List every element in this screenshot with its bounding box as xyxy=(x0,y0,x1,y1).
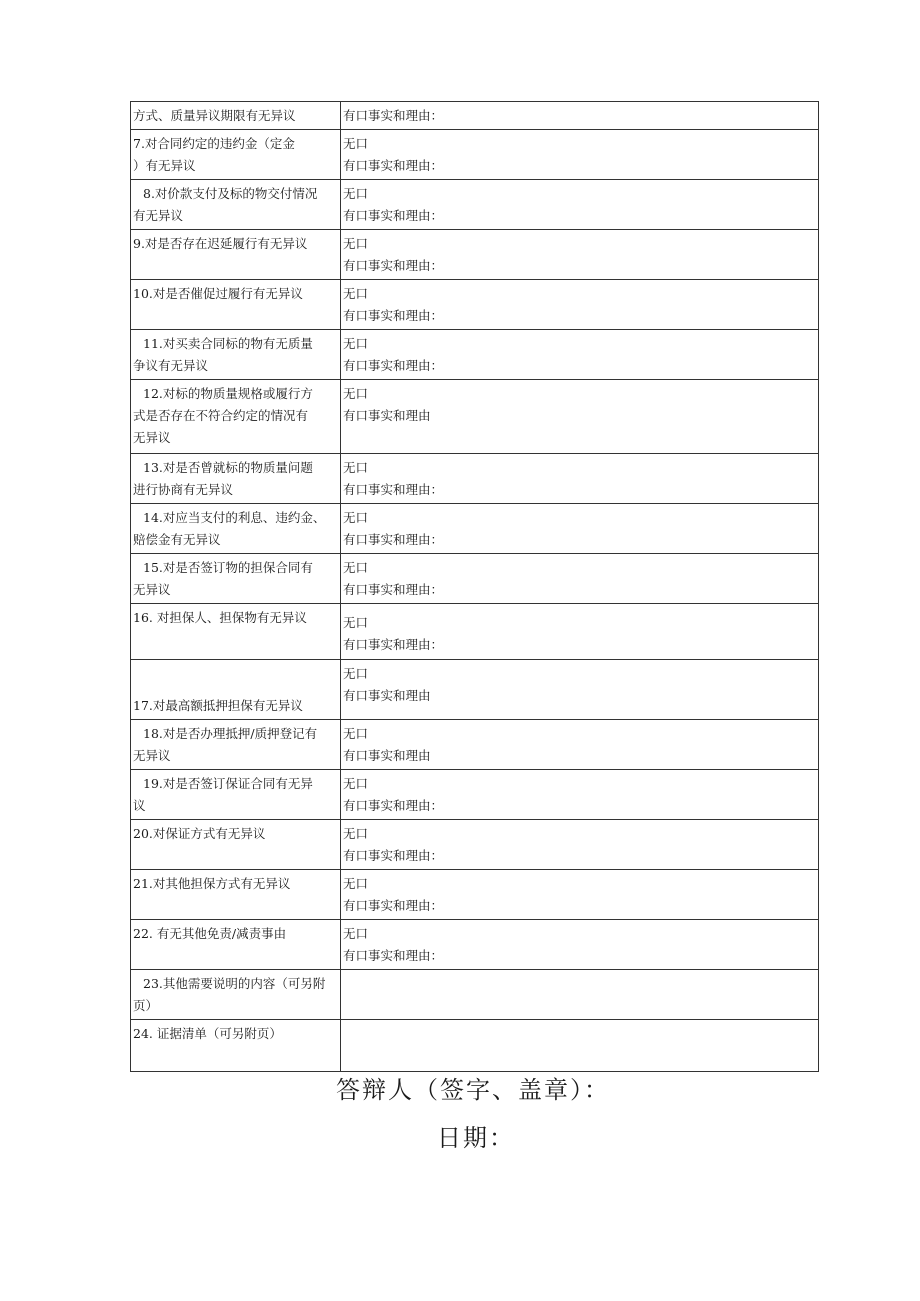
question-text: 无异议 xyxy=(133,582,171,597)
yes-reason-field[interactable]: 有口事实和理由 xyxy=(343,408,431,423)
answer-cell[interactable] xyxy=(341,820,819,870)
question-text: 18.对是否办理抵押/质押登记有 xyxy=(143,726,318,741)
question-text: 12.对标的物质量规格或履行方 xyxy=(143,386,313,401)
question-text: 8.对价款支付及标的物交付情况 xyxy=(143,186,318,201)
yes-reason-field[interactable]: 有口事实和理由： xyxy=(343,358,444,373)
question-text: 22. 有无其他免责/减责事由 xyxy=(133,926,287,941)
form-row xyxy=(131,720,819,770)
form-row xyxy=(131,454,819,504)
form-row xyxy=(131,770,819,820)
no-option-checkbox[interactable]: 无口 xyxy=(343,826,369,841)
yes-reason-field[interactable]: 有口事实和理由： xyxy=(343,108,444,123)
no-option-checkbox[interactable]: 无口 xyxy=(343,386,369,401)
no-option-checkbox[interactable]: 无口 xyxy=(343,286,369,301)
question-text: 15.对是否签订物的担保合同有 xyxy=(143,560,313,575)
answer-cell[interactable] xyxy=(341,504,819,554)
question-text: 14.对应当支付的利息、违约金、 xyxy=(143,510,326,525)
defense-form-table xyxy=(130,101,819,1072)
form-row xyxy=(131,130,819,180)
no-option-checkbox[interactable]: 无口 xyxy=(343,510,369,525)
form-row xyxy=(131,660,819,720)
question-text: 11.对买卖合同标的物有无质量 xyxy=(143,336,313,351)
respondent-signature-label: 答辩人（签字、盖章）： xyxy=(336,1076,610,1104)
question-text: 议 xyxy=(133,798,146,813)
answer-cell[interactable] xyxy=(341,330,819,380)
yes-reason-field[interactable]: 有口事实和理由： xyxy=(343,798,444,813)
question-text: 无异议 xyxy=(133,748,171,763)
answer-cell[interactable] xyxy=(341,454,819,504)
question-text: 方式、质量异议期限有无异议 xyxy=(133,108,296,123)
yes-reason-field[interactable]: 有口事实和理由： xyxy=(343,948,444,963)
question-cell xyxy=(131,604,341,660)
question-text: 无异议 xyxy=(133,430,171,445)
answer-cell[interactable] xyxy=(341,920,819,970)
no-option-checkbox[interactable]: 无口 xyxy=(343,776,369,791)
question-text: 10.对是否催促过履行有无异议 xyxy=(133,286,303,301)
question-text: 24. 证据清单（可另附页） xyxy=(133,1026,282,1041)
answer-cell[interactable] xyxy=(341,720,819,770)
form-row xyxy=(131,554,819,604)
no-option-checkbox[interactable]: 无口 xyxy=(343,615,369,630)
question-cell xyxy=(131,970,341,1020)
yes-reason-field[interactable]: 有口事实和理由： xyxy=(343,308,444,323)
yes-reason-field[interactable]: 有口事实和理由： xyxy=(343,482,444,497)
question-text: 23.其他需要说明的内容（可另附 xyxy=(143,976,326,991)
answer-cell[interactable] xyxy=(341,380,819,454)
question-text: 17.对最高额抵押担保有无异议 xyxy=(133,698,303,713)
no-option-checkbox[interactable]: 无口 xyxy=(343,666,369,681)
date-label: 日期： xyxy=(437,1124,515,1152)
question-cell xyxy=(131,660,341,720)
no-option-checkbox[interactable]: 无口 xyxy=(343,876,369,891)
question-text: 13.对是否曾就标的物质量问题 xyxy=(143,460,313,475)
form-row xyxy=(131,102,819,130)
form-row xyxy=(131,820,819,870)
form-row xyxy=(131,180,819,230)
answer-cell[interactable] xyxy=(341,554,819,604)
question-cell xyxy=(131,454,341,504)
form-row xyxy=(131,1020,819,1072)
no-option-checkbox[interactable]: 无口 xyxy=(343,136,369,151)
answer-cell[interactable] xyxy=(341,102,819,130)
yes-reason-field[interactable]: 有口事实和理由： xyxy=(343,582,444,597)
question-text: 20.对保证方式有无异议 xyxy=(133,826,266,841)
question-text: 21.对其他担保方式有无异议 xyxy=(133,876,291,891)
yes-reason-field[interactable]: 有口事实和理由： xyxy=(343,898,444,913)
question-cell xyxy=(131,102,341,130)
no-option-checkbox[interactable]: 无口 xyxy=(343,336,369,351)
no-option-checkbox[interactable]: 无口 xyxy=(343,726,369,741)
answer-cell[interactable] xyxy=(341,280,819,330)
question-text: 9.对是否存在迟延履行有无异议 xyxy=(133,236,308,251)
form-row xyxy=(131,920,819,970)
question-cell xyxy=(131,820,341,870)
question-cell xyxy=(131,504,341,554)
yes-reason-field[interactable]: 有口事实和理由 xyxy=(343,748,431,763)
no-option-checkbox[interactable]: 无口 xyxy=(343,560,369,575)
answer-cell[interactable] xyxy=(341,130,819,180)
question-cell xyxy=(131,380,341,454)
form-row xyxy=(131,380,819,454)
no-option-checkbox[interactable]: 无口 xyxy=(343,926,369,941)
yes-reason-field[interactable]: 有口事实和理由： xyxy=(343,258,444,273)
question-cell xyxy=(131,554,341,604)
answer-cell[interactable] xyxy=(341,660,819,720)
form-row xyxy=(131,280,819,330)
yes-reason-field[interactable]: 有口事实和理由： xyxy=(343,158,444,173)
question-text: 19.对是否签订保证合同有无异 xyxy=(143,776,313,791)
question-text: 赔偿金有无异议 xyxy=(133,532,221,547)
answer-cell[interactable] xyxy=(341,770,819,820)
answer-cell[interactable] xyxy=(341,870,819,920)
question-text: 进行协商有无异议 xyxy=(133,482,234,497)
no-option-checkbox[interactable]: 无口 xyxy=(343,460,369,475)
answer-cell[interactable] xyxy=(341,604,819,660)
question-cell xyxy=(131,1020,341,1072)
question-cell xyxy=(131,330,341,380)
form-row xyxy=(131,230,819,280)
question-text: 页） xyxy=(133,998,159,1013)
question-text: 式是否存在不符合约定的情况有 xyxy=(133,408,309,423)
question-cell xyxy=(131,920,341,970)
yes-reason-field[interactable]: 有口事实和理由： xyxy=(343,637,444,652)
answer-cell[interactable] xyxy=(341,180,819,230)
question-cell xyxy=(131,230,341,280)
yes-reason-field[interactable]: 有口事实和理由 xyxy=(343,688,431,703)
question-cell xyxy=(131,870,341,920)
no-option-checkbox[interactable]: 无口 xyxy=(343,186,369,201)
answer-cell[interactable] xyxy=(341,970,819,1020)
question-text: 有无异议 xyxy=(133,208,184,223)
answer-cell[interactable] xyxy=(341,1020,819,1072)
form-row xyxy=(131,970,819,1020)
form-row xyxy=(131,330,819,380)
yes-reason-field[interactable]: 有口事实和理由： xyxy=(343,208,444,223)
question-text: 争议有无异议 xyxy=(133,358,209,373)
question-text: ）有无异议 xyxy=(133,158,196,173)
question-text: 7.对合同约定的违约金（定金 xyxy=(133,136,295,151)
no-option-checkbox[interactable]: 无口 xyxy=(343,236,369,251)
form-row xyxy=(131,604,819,660)
yes-reason-field[interactable]: 有口事实和理由： xyxy=(343,532,444,547)
question-cell xyxy=(131,180,341,230)
form-row xyxy=(131,504,819,554)
answer-cell[interactable] xyxy=(341,230,819,280)
question-cell xyxy=(131,130,341,180)
question-cell xyxy=(131,720,341,770)
question-cell xyxy=(131,770,341,820)
form-row xyxy=(131,870,819,920)
question-cell xyxy=(131,280,341,330)
yes-reason-field[interactable]: 有口事实和理由： xyxy=(343,848,444,863)
question-text: 16. 对担保人、担保物有无异议 xyxy=(133,610,307,625)
